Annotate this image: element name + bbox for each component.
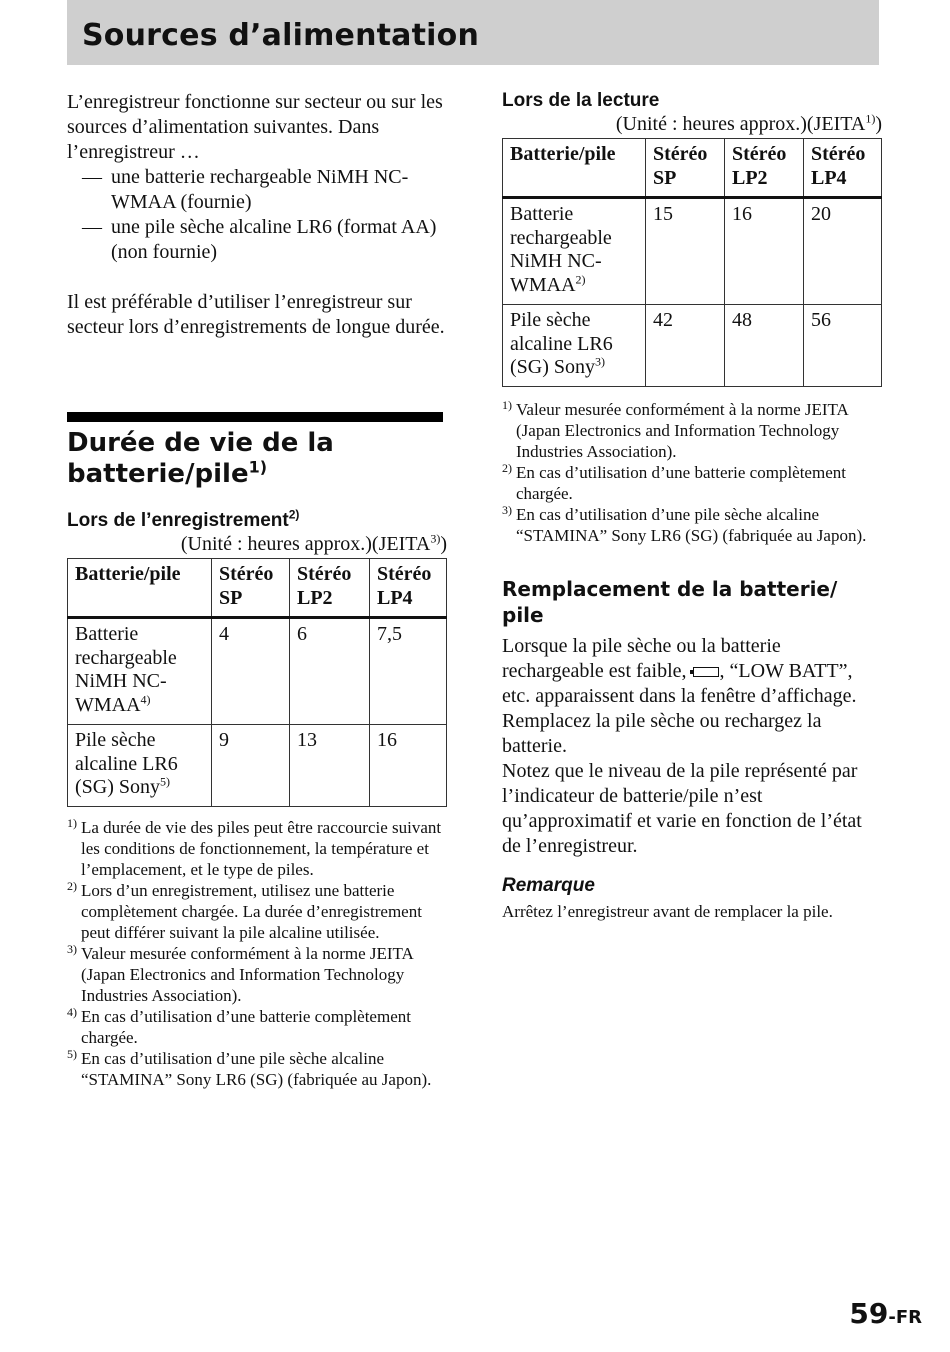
table-row: [68, 725, 447, 807]
table-cell: 9: [212, 725, 290, 807]
table-cell: 56: [804, 305, 882, 387]
section-rule: [67, 412, 443, 422]
table-cell-label: Batterie rechargeable NiMH NC-WMAA$^{2)}$: [503, 198, 646, 305]
table-cell: 7,5: [370, 618, 447, 725]
footnote: 3) Valeur mesurée conformément à la norme JEITA (Japan Electronics and Information Technology Industries Association).: [67, 941, 413, 1005]
footnote: 2) En cas d’utilisation d’une batterie complètement chargée.: [502, 460, 846, 503]
life-section-title: Durée de vie de la batterie/pile$^{1)}$: [67, 428, 334, 489]
table-header: Batterie/pile: [503, 139, 646, 198]
table-row: [503, 198, 882, 305]
table-cell: 15: [646, 198, 725, 305]
table-row: [503, 305, 882, 387]
playback-table: [502, 138, 882, 387]
recording-table: [67, 558, 447, 807]
footnote: 1) Valeur mesurée conformément à la norme JEITA (Japan Electronics and Information Technology Industries Association).: [502, 397, 848, 461]
page-title: Sources d’alimentation: [82, 18, 480, 53]
playback-unit: (Unité : heures approx.)(JEITA$^{1)}$): [615, 111, 882, 135]
table-header: Batterie/pile: [68, 559, 212, 618]
table-cell: 20: [804, 198, 882, 305]
remarque-title: Remarque: [502, 874, 595, 896]
recording-title: Lors de l’enregistrement$^{2)}$: [67, 507, 300, 531]
replacement-paragraph: Lorsque la pile sèche ou la batterie rechargeable est faible, , “LOW BATT”, etc. apparaissent dans la fenêtre d’affichage. Remplacez la pile sèche ou rechargez la batterie.: [502, 634, 857, 757]
footnote: 1) La durée de vie des piles peut être raccourcie suivant les conditions de fonctionnement, la température et l’emplacement, et le type de piles.: [67, 815, 442, 879]
footnote: 3) En cas d’utilisation d’une pile sèche alcaline “STAMINA” Sony LR6 (SG) (fabriquée au Japon).: [502, 502, 867, 545]
table-header: Stéréo LP4: [804, 139, 882, 198]
table-cell: 13: [290, 725, 370, 807]
section-header: [67, 0, 879, 65]
dash-mark: —: [82, 216, 102, 238]
table-cell: 48: [725, 305, 804, 387]
intro-paragraph-2: Il est préférable d’utiliser l’enregistreur sur secteur lors d’enregistrements de longue durée.: [67, 291, 445, 338]
table-header: Stéréo LP4: [370, 559, 447, 618]
recording-unit: (Unité : heures approx.)(JEITA$^{3)}$): [180, 531, 447, 555]
table-header-row: [503, 139, 882, 198]
playback-footnotes: [502, 399, 882, 546]
page-number: 59-FR: [849, 1297, 922, 1330]
right-column: [502, 90, 882, 922]
table-row: [68, 618, 447, 725]
footnote: 4) En cas d’utilisation d’une batterie complètement chargée.: [67, 1004, 411, 1047]
table-cell: 42: [646, 305, 725, 387]
table-header: Stéréo LP2: [290, 559, 370, 618]
table-header: Stéréo LP2: [725, 139, 804, 198]
table-cell: 16: [370, 725, 447, 807]
battery-low-icon: [693, 667, 719, 677]
replacement-title: Remplacement de la batterie/ pile: [502, 576, 838, 627]
footnote: 5) En cas d’utilisation d’une pile sèche alcaline “STAMINA” Sony LR6 (SG) (fabriquée au Japon).: [67, 1046, 432, 1089]
playback-title: Lors de la lecture: [502, 90, 660, 111]
table-cell-label: Pile sèche alcaline LR6 (SG) Sony$^{3)}$: [503, 305, 646, 387]
remarque-text: Arrêtez l’enregistreur avant de remplacer la pile.: [502, 901, 833, 921]
footnote: 2) Lors d’un enregistrement, utilisez une batterie complètement chargée. La durée d’enregistrement peut différer suivant la pile alcaline utilisée.: [67, 878, 422, 942]
table-cell: 4: [212, 618, 290, 725]
intro-paragraph: L’enregistreur fonctionne sur secteur ou sur les sources d’alimentation suivantes. Dans l’enregistreur …: [67, 91, 443, 163]
table-cell-label: Pile sèche alcaline LR6 (SG) Sony$^{5)}$: [68, 725, 212, 807]
dash-mark: —: [82, 166, 102, 188]
table-header: Stéréo SP: [212, 559, 290, 618]
intro-list-item: — une batterie rechargeable NiMH NC-WMAA (fournie): [82, 166, 409, 213]
table-cell: 16: [725, 198, 804, 305]
table-header-row: [68, 559, 447, 618]
replacement-paragraph-2: Notez que le niveau de la pile représenté par l’indicateur de batterie/pile n’est qu’approximatif et varie en fonction de l’état de l’enregistreur.: [502, 759, 862, 857]
table-cell: 6: [290, 618, 370, 725]
table-cell-label: Batterie rechargeable NiMH NC-WMAA$^{4)}$: [68, 618, 212, 725]
recording-footnotes: [67, 817, 447, 1090]
intro-list-item: — une pile sèche alcaline LR6 (format AA) (non fournie): [82, 216, 437, 263]
table-header: Stéréo SP: [646, 139, 725, 198]
left-column: [67, 90, 447, 1090]
